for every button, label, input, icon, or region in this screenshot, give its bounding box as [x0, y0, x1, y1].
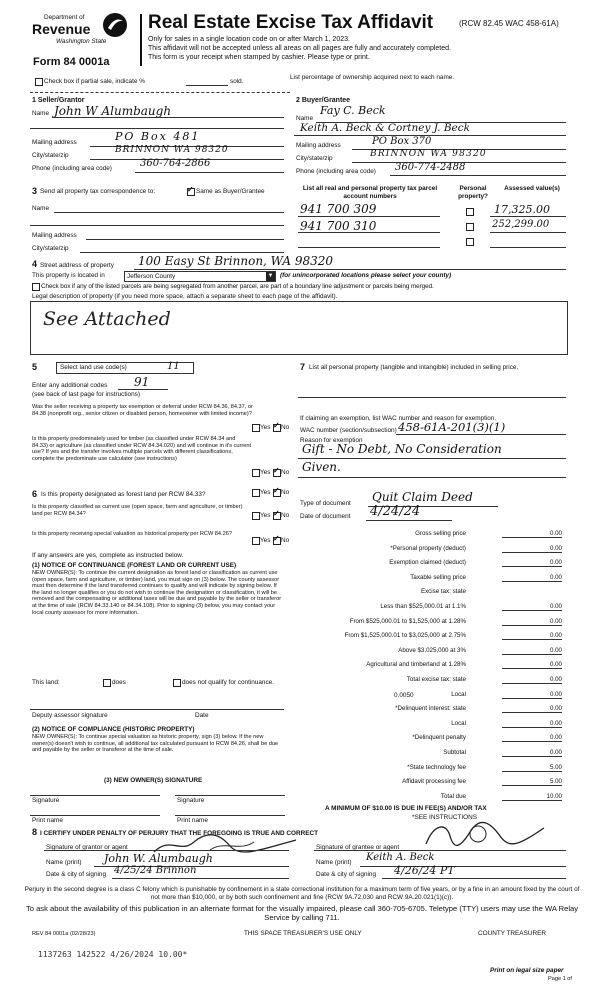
- parcel-2-personal-checkbox[interactable]: [466, 223, 474, 231]
- tax-row-label: Total due: [440, 792, 466, 800]
- grantee-name[interactable]: Keith A. Beck: [366, 852, 435, 863]
- seller-mail-label: Mailing address: [32, 139, 77, 146]
- tax-row-value[interactable]: 5.00: [502, 764, 562, 772]
- segregated-label: Check box if any of the listed parcels are being segregated from another parcel, are part of a boundary line adjustment or parcels being merged.: [41, 283, 434, 290]
- same-as-buyer-checkbox[interactable]: [187, 188, 195, 196]
- s6q3-no-checkbox[interactable]: [273, 537, 281, 545]
- tax-row-value[interactable]: 0.00: [502, 530, 562, 538]
- tax-row: [300, 574, 562, 583]
- q2-no-checkbox[interactable]: [273, 469, 281, 477]
- reason-line2[interactable]: Given.: [302, 460, 341, 474]
- doc-type[interactable]: Quit Claim Deed: [372, 490, 473, 504]
- tax-row-value[interactable]: 0.00: [502, 749, 562, 757]
- dept-line3: Washington State: [56, 38, 107, 45]
- new-owner-signature-label: Signature: [32, 797, 60, 804]
- legal-paper-note: Print on legal size paper: [490, 967, 564, 974]
- seller-mail[interactable]: PO Box 481: [115, 130, 201, 143]
- wac-label: WAC number (section/subsection): [300, 427, 397, 434]
- tax-row-value[interactable]: 0.00: [502, 705, 562, 713]
- tax-row-value[interactable]: 0.00: [502, 603, 562, 611]
- tax-row-value[interactable]: 10.00: [502, 793, 562, 801]
- local-rate: 0.0050: [394, 692, 414, 699]
- seller-city-label: City/state/zip: [32, 152, 69, 159]
- grantor-name[interactable]: John W. Alumbaugh: [104, 852, 213, 865]
- s6q3-yes-checkbox[interactable]: [252, 537, 260, 545]
- buyer-name1[interactable]: Fay C. Beck: [320, 104, 386, 117]
- section4-number: 4: [32, 259, 38, 269]
- grantee-date-city[interactable]: 4/26/24 PT: [394, 864, 455, 877]
- tax-row-label: *Delinquent penalty: [412, 734, 466, 742]
- seller-city[interactable]: BRINNON WA 98320: [115, 145, 229, 155]
- tax-row: [300, 632, 562, 641]
- tax-row: [300, 676, 562, 685]
- header-note1: Only for sales in a single location code on or after March 1, 2023.: [148, 36, 350, 43]
- rev-number: REV 84 0001a (02/28/23): [32, 931, 96, 937]
- grantor-date-city[interactable]: 4/25/24 Brinnon: [114, 865, 197, 876]
- tax-row-value[interactable]: 0.00: [502, 661, 562, 669]
- deputy-signature-label: Deputy assessor signature: [32, 712, 108, 719]
- tax-row-value[interactable]: 5.00: [502, 778, 562, 786]
- s6q2-no-checkbox[interactable]: [273, 512, 281, 520]
- s6q2-yes-checkbox[interactable]: [252, 512, 260, 520]
- section6-number: 6: [32, 489, 38, 499]
- section7-text: List all personal property (tangible and intangible) included in selling price.: [309, 364, 519, 371]
- section5-number: 5: [32, 362, 38, 372]
- s6q2-yes-label: Yes: [260, 512, 271, 519]
- tax-row-label: Exemption claimed (deduct): [389, 559, 466, 567]
- s6q2-no-label: No: [281, 512, 290, 519]
- legal-description-box[interactable]: [30, 301, 568, 355]
- tax-row: [300, 530, 562, 539]
- same-as-buyer-label: Same as Buyer/Grantee: [196, 188, 265, 195]
- land-use-code: 11: [167, 361, 180, 372]
- tax-row-label: Agricultural and timberland at 1.28%: [366, 661, 466, 669]
- grantee-date-label: Date & city of signing: [316, 871, 377, 878]
- seller-phone[interactable]: 360-764-2866: [140, 158, 211, 169]
- perjury-notice: Perjury in the second degree is a class C felony which is punishable by confinement in a state correctional institution for a maximum term of five years, or by a fine in an amount fixed by the court of not more than $10,000, or by both such confinement and fine (RCW 9A.72.030 and RCW 9A.20.021(1)(c)).: [24, 886, 580, 901]
- buyer-city-label: City/state/zip: [296, 155, 333, 162]
- tax-row-label: *Personal property (deduct): [390, 544, 466, 552]
- tax-row: [300, 705, 562, 714]
- grantor-date-label: Date & city of signing: [46, 871, 107, 878]
- this-land-label: This land:: [32, 679, 60, 686]
- partial-sold-label: sold.: [230, 78, 244, 85]
- county-value: Jefferson County: [127, 273, 176, 280]
- tax-row-label: *State technology fee: [407, 763, 466, 771]
- section8-number: 8: [32, 827, 38, 837]
- q2-yes-label: Yes: [260, 469, 271, 476]
- tax-row-value[interactable]: 0.00: [502, 647, 562, 655]
- tax-row-label: Local: [451, 690, 466, 698]
- tax-row: [300, 793, 562, 802]
- county-treasurer-label: COUNTY TREASURER: [478, 930, 546, 937]
- land-use-select-label: Select land use code(s): [60, 364, 127, 371]
- revenue-logo: [32, 12, 132, 52]
- tax-row-label: Total excise tax: state: [406, 676, 466, 683]
- seller-name-label: Name: [32, 110, 50, 117]
- tax-row: [300, 618, 562, 627]
- new-owner-signature2-label: Signature: [177, 797, 205, 804]
- tax-row: [300, 734, 562, 743]
- notice2-body: NEW OWNER(S): To continue special valuation as historic property, sign (3) below. If the new owner(s) doesn't wish to continue, all additional tax calculated pursuant to RCW 84.26, shall be due and payable by the seller or transferor at the time of sale.: [32, 734, 279, 754]
- cashier-receipt: 1137263 142522 4/26/2024 10.00*: [38, 950, 188, 959]
- buyer-name-label: Name: [296, 115, 314, 122]
- buyer-mail-label: Mailing address: [296, 142, 341, 149]
- county-select[interactable]: [124, 271, 276, 282]
- q1-yes-label: Yes: [260, 424, 271, 431]
- tax-row-value[interactable]: 0.00: [502, 676, 562, 684]
- does-checkbox[interactable]: [103, 679, 111, 687]
- tax-row-label: From $1,525,000.01 to $3,025,000 at 2.75%: [344, 632, 466, 640]
- segregated-checkbox[interactable]: [32, 283, 40, 291]
- exemption-label: If claiming an exemption, list WAC number and reason for exemption.: [300, 415, 497, 422]
- certify-statement: I CERTIFY UNDER PENALTY OF PERJURY THAT THE FOREGOING IS TRUE AND CORRECT: [40, 830, 319, 837]
- located-label: This property is located in: [32, 272, 105, 279]
- historic-question: Is this property receiving special valuation as historical property per RCW 84.26?: [32, 531, 232, 537]
- tax-row-value[interactable]: 0.00: [502, 618, 562, 626]
- buyer-phone[interactable]: 360-774-2488: [395, 162, 466, 173]
- form-number: Form 84 0001a: [33, 56, 110, 68]
- see-instructions: *SEE INSTRUCTIONS: [412, 814, 477, 821]
- s6q3-no-label: No: [281, 537, 290, 544]
- tax-row-value[interactable]: 0.00: [502, 574, 562, 582]
- exemption-question: Was the seller receiving a property tax exemption or deferral under RCW 84.36, 84.37, or 84.38 (nonprofit org., senior citizen or disabled person, homeowner with limited income)?: [32, 404, 253, 417]
- parcel-1-number[interactable]: 941 700 309: [300, 202, 377, 216]
- tax-row-label: *Delinquent interest: state: [395, 705, 466, 713]
- section3-name-label: Name: [32, 205, 50, 212]
- alt-format-notice: To ask about the availability of this publication in an alternate format for the visually impaired, please call 360-705-6705. Teletype (TTY) users may use the WA Relay Service by calling 711.: [25, 904, 579, 922]
- notice1-title: (1) NOTICE OF CONTINUANCE (FOREST LAND OR CURRENT USE): [32, 562, 237, 569]
- parcel-3-personal-checkbox[interactable]: [466, 238, 474, 246]
- notice2-title: (2) NOTICE OF COMPLIANCE (HISTORIC PROPERTY): [32, 726, 195, 733]
- partial-sale-checkbox[interactable]: [35, 78, 43, 86]
- buyer-phone-label: Phone (including area code): [296, 168, 376, 175]
- legal-label: Legal description of property (if you need more space, attach a separate sheet to each page of the affidavit).: [32, 293, 338, 300]
- tax-row-label: Excise tax: state: [420, 588, 466, 596]
- tax-row-value[interactable]: 0.00: [502, 545, 562, 553]
- header-note2: This affidavit will not be accepted unless all areas on all pages are fully and accurately completed.: [148, 45, 451, 52]
- tax-row: [300, 749, 562, 758]
- grantee-signature[interactable]: [420, 818, 550, 850]
- tax-row-value[interactable]: 0.00: [502, 734, 562, 742]
- tax-row: [300, 778, 562, 787]
- tax-row-label: Less than $525,000.01 at 1.1%: [380, 603, 466, 610]
- reason-line1[interactable]: Gift - No Debt, No Consideration: [302, 442, 502, 456]
- doc-type-label: Type of document: [300, 500, 351, 507]
- tax-row-value[interactable]: 0.00: [502, 720, 562, 728]
- s6q1-yes-checkbox[interactable]: [252, 489, 260, 497]
- section7-number: 7: [300, 362, 306, 372]
- seller-label: 1 Seller/Grantor: [32, 97, 85, 104]
- tax-row-label: Affidavit processing fee: [402, 778, 466, 786]
- tax-row: [300, 588, 562, 597]
- parcel-2-value[interactable]: 252,299.00: [492, 219, 550, 230]
- wac-number[interactable]: 458-61A-201(3)(1): [398, 420, 506, 434]
- section3-mail-label: Mailing address: [32, 232, 77, 239]
- tax-row: [300, 661, 562, 670]
- tax-row: [300, 603, 562, 612]
- minimum-due-note: A MINIMUM OF $10.00 IS DUE IN FEE(S) AND/OR TAX: [325, 805, 487, 812]
- additional-codes-note: (see back of last page for instructions): [32, 391, 140, 398]
- q2-no-label: No: [281, 469, 290, 476]
- does-not-checkbox[interactable]: [173, 679, 181, 687]
- rcw-ref: (RCW 82.45 WAC 458-61A): [459, 19, 559, 28]
- grantor-name-label: Name (print): [46, 859, 82, 866]
- timber-question: Is this property predominately used for timber (as classified under RCW 84.34 and 84.33) or agriculture (as classified under RCW 84.34.020) and will continue in it's current use? If yes and the transfer involves multiple parcels with different classifications, complete the predominate use calculator (see instructions): [32, 436, 252, 462]
- tax-row: [300, 545, 562, 554]
- grantor-sig-label: Signature of grantor or agent: [46, 844, 128, 851]
- header-note3: This form is your receipt when stamped by cashier. Please type or print.: [148, 54, 370, 61]
- seller-phone-label: Phone (including area code): [32, 165, 112, 172]
- q1-no-label: No: [281, 424, 290, 431]
- county-note: (for unincorporated locations please select your county): [280, 272, 452, 279]
- notice1-body: NEW OWNER(S): To continue the current designation as forest land or classification as current use (open space, farm and agriculture, or timber) land, you must sign on (3) below. The county assessor must then determine if the land transferred continues to qualify and will indicate by signing below. If the land no longer qualifies or you do not wish to continue the designation or classification, it will be removed and the compensating or additional taxes will be due and payable by the seller or transferor at the time of sale (RCW 84.33.140 or 84.34.108). Prior to signing (3) below, you may contact your local county assessor for more information.: [32, 570, 282, 616]
- deputy-date-label: Date: [195, 712, 209, 719]
- q1-yes-checkbox[interactable]: [252, 424, 260, 432]
- tax-row: [300, 559, 562, 568]
- section3-number: 3: [32, 186, 38, 196]
- section6-note: If any answers are yes, complete as instructed below.: [32, 552, 184, 559]
- revenue-swoosh-icon: [102, 12, 128, 38]
- current-use-question: Is this property classified as current use (open space, farm and agriculture, or timber) land per RCW 84.34?: [32, 504, 243, 517]
- partial-sale-label: Check box if partial sale, indicate %: [44, 78, 145, 85]
- tax-row: [300, 647, 562, 656]
- street-address[interactable]: 100 Easy St Brinnon, WA 98320: [138, 254, 334, 268]
- tax-row-value[interactable]: 0.00: [502, 559, 562, 567]
- ownership-note: List percentage of ownership acquired next to each name.: [290, 74, 455, 81]
- buyer-mail[interactable]: PO Box 370: [372, 136, 432, 147]
- tax-row-value[interactable]: 0.00: [502, 632, 562, 640]
- parcel-2-number[interactable]: 941 700 310: [300, 219, 377, 233]
- legal-description: See Attached: [43, 308, 171, 330]
- parcel-col-header: List all real and personal property tax parcel account numbers: [302, 185, 438, 200]
- s6q1-no-label: No: [281, 489, 290, 496]
- tax-row: [300, 691, 562, 700]
- forest-question: Is this property designated as forest land per RCW 84.33?: [41, 491, 206, 498]
- s6q3-yes-label: Yes: [260, 537, 271, 544]
- reason-label: Reason for exemption: [300, 437, 363, 444]
- seller-name[interactable]: John W Alumbaugh: [54, 104, 172, 118]
- tax-row-label: From $525,000.01 to $1,525,000 at 1.28%: [349, 617, 466, 625]
- chevron-down-icon: ▼: [267, 273, 274, 279]
- tax-row: [300, 720, 562, 729]
- dept-line1: Department of: [44, 14, 85, 21]
- tax-row-label: Above $3,025,000 at 3%: [398, 646, 466, 654]
- dept-line2: Revenue: [32, 21, 91, 37]
- tax-row-label: Gross selling price: [415, 530, 466, 537]
- tax-row-label: Subtotal: [443, 749, 466, 756]
- new-owner-print-label: Print name: [32, 817, 63, 824]
- q2-yes-checkbox[interactable]: [252, 469, 260, 477]
- street-label: Street address of property: [40, 262, 114, 269]
- assessed-col-header: Assessed value(s): [504, 185, 560, 192]
- additional-codes[interactable]: 91: [134, 375, 150, 389]
- doc-date[interactable]: 4/24/24: [370, 504, 421, 519]
- land-use-select[interactable]: [56, 362, 194, 374]
- does-not-label: does not qualify for continuance.: [182, 679, 275, 686]
- page-title: Real Estate Excise Tax Affidavit: [148, 12, 434, 33]
- additional-codes-label: Enter any additional codes: [32, 382, 108, 389]
- new-owner-print2-label: Print name: [177, 817, 208, 824]
- parcel-1-personal-checkbox[interactable]: [466, 208, 474, 216]
- s6q1-yes-label: Yes: [260, 489, 271, 496]
- q1-no-checkbox[interactable]: [273, 424, 281, 432]
- buyer-city[interactable]: BRINNON WA 98320: [370, 149, 487, 159]
- does-label: does: [112, 679, 126, 686]
- tax-row-label: Taxable selling price: [410, 573, 466, 581]
- tax-row-value[interactable]: 0.00: [502, 691, 562, 699]
- grantee-sig-label: Signature of grantee or agent: [316, 844, 400, 851]
- buyer-label: 2 Buyer/Grantee: [296, 97, 351, 104]
- personal-col-header: Personal property?: [458, 185, 488, 200]
- section3-text: Send all property tax correspondence to:: [40, 188, 156, 195]
- buyer-name2[interactable]: Keith A. Beck & Cortney J. Beck: [300, 122, 470, 134]
- page-number: Page 1 of: [548, 976, 572, 982]
- tax-row: [300, 764, 562, 773]
- treasurer-use-label: THIS SPACE TREASURER'S USE ONLY: [244, 930, 362, 937]
- parcel-1-value[interactable]: 17,325.00: [494, 203, 550, 216]
- grantee-name-label: Name (print): [316, 859, 352, 866]
- doc-date-label: Date of document: [300, 513, 351, 520]
- section3-city-label: City/state/zip: [32, 245, 69, 252]
- s6q1-no-checkbox[interactable]: [273, 489, 281, 497]
- tax-row-label: Local: [451, 719, 466, 727]
- notice3-title: (3) NEW OWNER(S) SIGNATURE: [104, 777, 203, 784]
